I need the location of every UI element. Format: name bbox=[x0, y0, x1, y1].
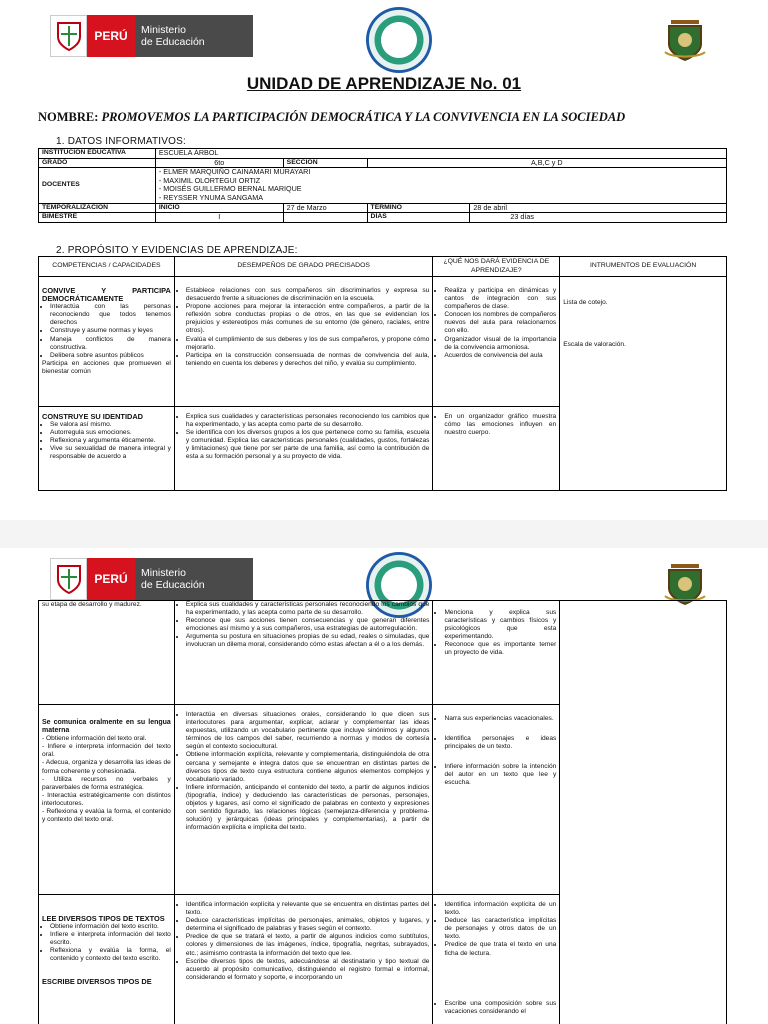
inicio-value: 27 de Marzo bbox=[283, 203, 367, 213]
bimestre-value: I bbox=[155, 213, 283, 223]
ministerio-line1: Ministerio bbox=[141, 567, 186, 579]
page-2 bbox=[0, 548, 768, 1024]
evidencia-item: • En un organizador gráfico muestra cómo las emociones influyen en nuestro cuerpo. bbox=[444, 413, 556, 437]
evidencias-lee bbox=[433, 895, 560, 1024]
capacidad-item: • Vive su sexualidad de manera integral y responsable de acuerdo a bbox=[50, 445, 171, 461]
section-datos: 1. DATOS INFORMATIVOS: bbox=[56, 136, 186, 147]
competencia-convive bbox=[39, 277, 175, 407]
evidencia-item: • Narra sus experiencias vacacionales. bbox=[444, 715, 556, 723]
temporalizacion-label: TEMPORALIZACIÓN bbox=[39, 203, 156, 213]
section-proposito: 2. PROPÓSITO Y EVIDENCIAS DE APRENDIZAJE: bbox=[56, 245, 298, 256]
capacidad-item: • Autorregula sus emociones. bbox=[50, 429, 171, 437]
evidencia-item: • Menciona y explica sus características y cambios físicos y psicológicos que esta experimentando. bbox=[444, 609, 556, 641]
inicio-label: INICIO bbox=[155, 203, 283, 213]
minedu-logo bbox=[50, 558, 253, 600]
competencia-title: ESCRIBE DIVERSOS TIPOS DE bbox=[42, 976, 152, 986]
seccion-label: SECCIÓN bbox=[283, 158, 367, 168]
docente-item: - MAXIMIL OLORTEGUI ORTIZ bbox=[158, 175, 261, 185]
dias-label: DÍAS bbox=[367, 213, 470, 223]
desempeno-item: • Reconoce que sus acciones tienen consecuencias y que generan diferentes emociones así mismo y a sus compañeros, usa estrategias de autorregulación. bbox=[186, 617, 430, 633]
desempenos-convive bbox=[174, 277, 433, 407]
desempenos-lee bbox=[174, 895, 433, 1024]
instrumento-item: Escala de valoración. bbox=[563, 341, 626, 349]
competencia-oral bbox=[39, 705, 175, 895]
desempeno-item: • Participa en la construcción consensuada de normas de convivencia del aula, teniendo en cuenta los deberes y derechos del niño, y evalúa su cumplimiento. bbox=[186, 352, 430, 368]
desempeno-item: • Propone acciones para mejorar la interacción entre compañeros, a partir de la reflexión sobre conductas propias o de otros, en las que se evidencian los prejuicios y estereotipos más comunes de su entorno (de género, raciales, entre otros). bbox=[186, 303, 430, 335]
capacidad-item: - Utiliza recursos no verbales y paraverbales de forma estratégica. bbox=[42, 775, 171, 791]
desempenos-oral bbox=[174, 705, 433, 895]
instrumento-item: Lista de cotejo. bbox=[563, 299, 608, 306]
competencia-identidad bbox=[39, 407, 175, 491]
seccion-value: A,B,C y D bbox=[367, 158, 726, 168]
page-gap bbox=[0, 520, 768, 548]
info-table bbox=[38, 148, 727, 223]
instrumentos-cell bbox=[560, 277, 727, 491]
evidencias-convive bbox=[433, 277, 560, 407]
desempeno-item: • Interactúa en diversas situaciones orales, considerando lo que dicen sus interlocutores para argumentar, explicar, aclarar y complementar las ideas expuestas, utilizando un vocabulario pertinente que incluye sinónimos y algunos términos de los campos del saber, recurriendo a normas y modos de cortesía según el contexto sociocultural. bbox=[186, 711, 430, 751]
proposito-table-cont bbox=[38, 600, 727, 1024]
evidencia-item: • Identifica personajes e ideas principales de un texto. bbox=[444, 735, 556, 751]
proposito-table bbox=[38, 256, 727, 491]
docentes-list bbox=[155, 168, 726, 203]
capacidad-item: • Delibera sobre asuntos públicos bbox=[50, 352, 171, 360]
desempeno-item: • Escribe diversos tipos de textos, adecuándose al destinatario y tipo textual de acuerdo al propósito comunicativo, distinguiendo el registro formal e informal, considerando el formato y soporte, e incorporando un bbox=[186, 958, 430, 982]
desempeno-item: • Deduce características implícitas de personajes, animales, objetos y lugares, y determina el significado de palabras y frases según el contexto. bbox=[186, 917, 430, 933]
peru-label: PERÚ bbox=[87, 15, 135, 57]
desempeno-item: • Argumenta su postura en situaciones propias de su edad, reales o simuladas, que involucran un dilema moral, considerando cómo estas afectan a él o a los demás. bbox=[186, 633, 430, 649]
capacidad-item: - Interactúa estratégicamente con distintos interlocutores. bbox=[42, 791, 171, 807]
evidencia-item: • Acuerdos de convivencia del aula bbox=[444, 352, 556, 360]
desempeno-item: • Evalúa el cumplimiento de sus deberes y los de sus compañeros, y propone cómo mejorarlo. bbox=[186, 336, 430, 352]
capacidad-item: • Interactúa con las personas reconociendo que todos tenemos derechos bbox=[50, 303, 171, 327]
capacidad-item: • Obtiene información del texto escrito. bbox=[50, 923, 171, 931]
evidencia-item: • Conocen los nombres de compañeros nuevos del aula para relacionarnos con ello. bbox=[444, 311, 556, 335]
ministerio-label bbox=[135, 15, 253, 57]
evidencia-item: • Organizador visual de la importancia de la convivencia armoniosa. bbox=[444, 336, 556, 352]
page-title: UNIDAD DE APRENDIZAJE No. 01 bbox=[246, 74, 522, 93]
grado-value: 6to bbox=[155, 158, 283, 168]
evidencia-item: • Infiere información sobre la intención del autor en un texto que lee y escucha. bbox=[444, 763, 556, 787]
bimestre-label: BIMESTRE bbox=[39, 213, 156, 223]
minedu-logo bbox=[50, 15, 253, 57]
capacidad-item: • Infiere e interpreta información del texto escrito. bbox=[50, 931, 171, 947]
nombre-label: NOMBRE: bbox=[38, 110, 99, 124]
ministerio-line2: de Educación bbox=[141, 36, 205, 48]
evidencias-identidad bbox=[433, 407, 560, 491]
evidencia-item: • Realiza y participa en dinámicas y cantos de integración con sus compañeros de clase. bbox=[444, 287, 556, 311]
col-instrumentos: INTRUMENTOS DE EVALUACIÓN bbox=[560, 257, 727, 277]
capacidad-tail: Participa en acciones que promueven el bienestar común bbox=[42, 359, 171, 375]
evidencia-item: • Deduce las característica implícitas de personajes y otros datos de un texto. bbox=[444, 917, 556, 941]
competencia-title: Se comunica oralmente en su lengua materna bbox=[42, 719, 171, 735]
desempeno-item: • Obtiene información explícita, relevante y complementaria, distinguiéndola de otra cercana y semejante e integra datos que se encuentran en distintas partes de diversos tipos de texto cuya estructura contiene algunos elementos complejos y vocabulario variado. bbox=[186, 751, 430, 783]
dias-value: 23 días bbox=[470, 213, 727, 223]
school-seal-icon bbox=[366, 7, 432, 73]
desempeno-item: • Se identifica con los diversos grupos a los que pertenece como su familia, escuela y comunidad. Explica las características personales (cualidades, gustos, fortalezas y limitaciones) que tiene por ser parte de una familia, así como la contribución de esta a su formación personal y a su proyecto de vida. bbox=[186, 429, 430, 461]
desempeno-item: • Infiere información, anticipando el contenido del texto, a partir de algunos indicios (tipografía, índice) y deduciendo las características de personas, personajes, objetos y lugares, así como el significado de palabras en contexto y expresiones con sentido figurado, las relaciones lógicas (semejanza-diferencia y problema-solución) y jerárquicas (ideas principales y complementarias), a partir de información explícita e implícita del texto. bbox=[186, 784, 430, 833]
institucion-value: ESCUELA ÁRBOL bbox=[155, 149, 726, 159]
desempenos-identidad bbox=[174, 407, 433, 491]
competencia-title: CONSTRUYE SU IDENTIDAD bbox=[42, 412, 144, 421]
docente-item: - ELMER MARQUIÑO CAINAMARI MURAYARI bbox=[158, 167, 311, 177]
col-desempenos: DESEMPEÑOS DE GRADO PRECISADOS bbox=[174, 257, 433, 277]
evidencia-item: • Predice de que trata el texto en una ficha de lectura. bbox=[444, 941, 556, 957]
desempeno-item: • Explica sus cualidades y características personales reconociendo los cambios que ha experimentado, y las acepta como parte de su desarrollo. bbox=[186, 601, 430, 617]
capacidad-item: • Maneja conflictos de manera constructiva. bbox=[50, 336, 171, 352]
ministerio-line1: Ministerio bbox=[141, 24, 186, 36]
capacidad-item: • Se valora así mismo. bbox=[50, 421, 171, 429]
desempenos-identidad-cont bbox=[174, 601, 433, 705]
capacidad-item: - Adecua, organiza y desarrolla las ideas de forma coherente y cohesionada. bbox=[42, 759, 171, 775]
capacidad-item: • Reflexiona y evalúa la forma, el contenido y contexto del texto escrito. bbox=[50, 947, 171, 963]
competencia-identidad-cont bbox=[39, 601, 175, 705]
peru-label: PERÚ bbox=[87, 558, 135, 600]
docentes-label: DOCENTES bbox=[39, 168, 156, 203]
evidencia-item: • Reconoce que es importante temer un proyecto de vida. bbox=[444, 641, 556, 657]
evidencias-identidad-cont bbox=[433, 601, 560, 705]
desempeno-item: • Establece relaciones con sus compañeros sin discriminarlos y expresa su desacuerdo frente a situaciones de discriminación en la escuela. bbox=[186, 287, 430, 303]
docente-item: - REYSSER YNUMA SANGAMA bbox=[158, 192, 263, 202]
coat-of-arms-icon bbox=[50, 558, 87, 600]
competencia-title: LEE DIVERSOS TIPOS DE TEXTOS bbox=[42, 914, 165, 923]
desempeno-item: • Explica sus cualidades y características personales reconociendo los cambios que ha experimentado, y las acepta como parte de su desarrollo. bbox=[186, 413, 430, 429]
school-crest-icon bbox=[661, 12, 709, 64]
evidencia-item: • Identifica información explícita de un texto. bbox=[444, 901, 556, 917]
col-competencias: COMPETENCIAS / CAPACIDADES bbox=[39, 257, 175, 277]
evidencias-oral bbox=[433, 705, 560, 895]
termino-label: TÉRMINO bbox=[367, 203, 470, 213]
competencia-title: CONVIVE Y PARTICIPA DEMOCRÁTICAMENTE bbox=[42, 286, 171, 304]
competencia-lee bbox=[39, 895, 175, 1024]
evidencia-item: • Escribe una composición sobre sus vacaciones considerando el bbox=[444, 1000, 556, 1016]
nombre-line bbox=[38, 110, 625, 125]
nombre-value: PROMOVEMOS LA PARTICIPACIÓN DEMOCRÁTICA Y LA CONVIVENCIA EN LA SOCIEDAD bbox=[101, 110, 626, 124]
desempeno-item: • Identifica información explícita y relevante que se encuentra en distintas partes del texto. bbox=[186, 901, 430, 917]
institucion-label: INSTITUCIÓN EDUCATIVA bbox=[39, 149, 156, 159]
capacidad-item: • Reflexiona y argumenta éticamente. bbox=[50, 437, 171, 445]
desempeno-item: • Predice de que se tratará el texto, a partir de algunos indicios como subtítulos, colores y dimensiones de las imágenes, índice, tipografía, negritas, subrayados, etc.; asimismo contrasta la información del texto que lee. bbox=[186, 933, 430, 957]
capacidad-item: - Reflexiona y evalúa la forma, el contenido y contexto del texto oral. bbox=[42, 808, 171, 824]
capacidad-item: - Obtiene información del texto oral. bbox=[42, 735, 147, 743]
capacidad-item: - Infiere e interpreta información del texto oral. bbox=[42, 743, 171, 759]
docente-item: - MOISÉS GUILLERMO BERNAL MARIQUE bbox=[158, 184, 302, 194]
coat-of-arms-icon bbox=[50, 15, 87, 57]
instrumentos-cell-cont bbox=[560, 601, 727, 1024]
grado-label: GRADO bbox=[39, 158, 156, 168]
termino-value: 28 de abril bbox=[470, 203, 727, 213]
capacidad-tail: su etapa de desarrollo y madurez. bbox=[42, 601, 142, 608]
col-evidencia: ¿QUÉ NOS DARÁ EVIDENCIA DE APRENDIZAJE? bbox=[433, 257, 560, 277]
ministerio-label bbox=[135, 558, 253, 600]
ministerio-line2: de Educación bbox=[141, 579, 205, 591]
capacidad-item: • Construye y asume normas y leyes bbox=[50, 327, 171, 335]
